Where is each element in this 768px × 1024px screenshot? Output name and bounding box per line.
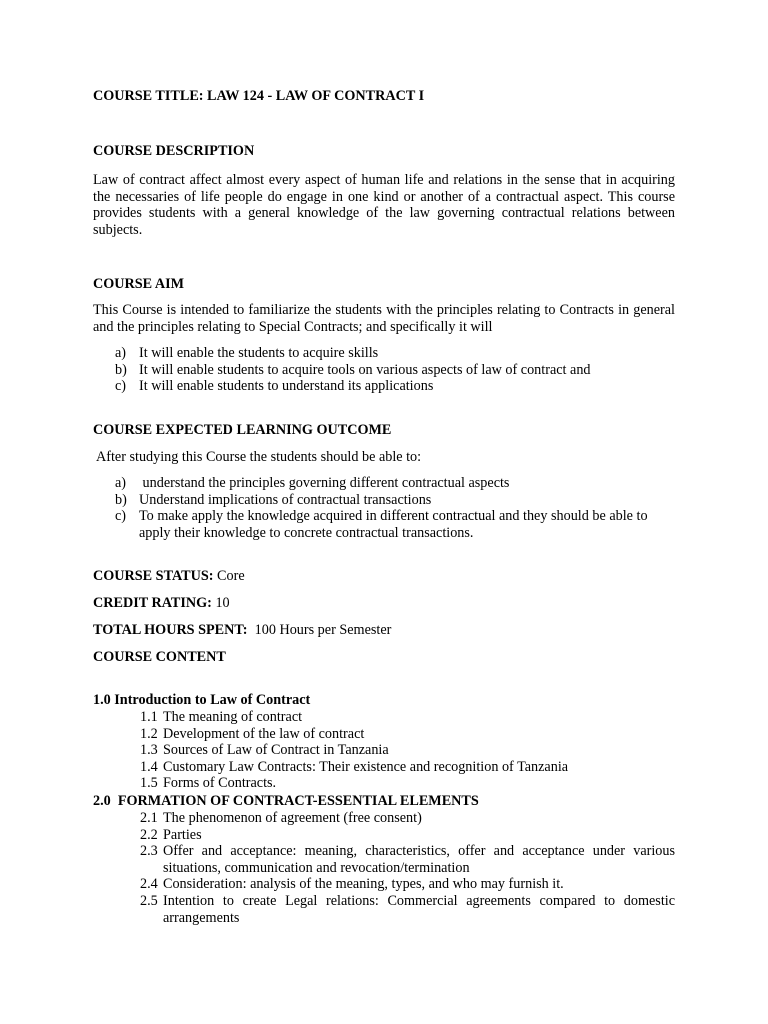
list-item: 2.2 Parties: [140, 826, 202, 843]
list-item: 1.3 Sources of Law of Contract in Tanzania: [140, 742, 389, 759]
section-title: 2.0 FORMATION OF CONTRACT-ESSENTIAL ELEMENTS: [93, 793, 479, 809]
description-heading: COURSE DESCRIPTION: [93, 143, 255, 159]
course-title: COURSE TITLE: LAW 124 - LAW OF CONTRACT I: [93, 88, 425, 104]
outcome-intro: After studying this Course the students should be able to:: [96, 449, 422, 465]
outcome-heading: COURSE EXPECTED LEARNING OUTCOME: [93, 422, 392, 438]
section-title: 1.0 Introduction to Law of Contract: [93, 692, 311, 708]
list-item: a) It will enable the students to acquire skills: [115, 345, 379, 361]
list-item: b) Understand implications of contractual transactions: [115, 491, 432, 508]
list-item: b) It will enable students to acquire tools on various aspects of law of contract and: [115, 361, 591, 378]
description-text: Law of contract affect almost every aspect of human life and relations in the sense that in acquiring the necessaries of life people do engage in one kind or another of a contractual aspect. This course provides students with a general knowledge of the law governing contractual relations between subjects.: [93, 172, 675, 238]
list-item: 1.1 The meaning of contract: [140, 709, 303, 725]
list-item: 1.5 Forms of Contracts.: [140, 775, 277, 792]
content-heading: COURSE CONTENT: [93, 649, 226, 665]
list-item: 2.1 The phenomenon of agreement (free consent): [140, 810, 422, 826]
aim-list: [93, 345, 675, 395]
list-item: 2.3 Offer and acceptance: meaning, characteristics, offer and acceptance under various situations, communication and revocation/termination: [140, 843, 675, 876]
list-item: 1.2 Development of the law of contract: [140, 725, 365, 742]
section-2-list: [93, 810, 675, 926]
outcome-list: [93, 475, 675, 541]
course-status: COURSE STATUS: Core: [93, 568, 245, 584]
credit-rating: CREDIT RATING: 10: [93, 595, 230, 611]
list-item: a) understand the principles governing different contractual aspects: [115, 475, 510, 491]
total-hours: TOTAL HOURS SPENT: 100 Hours per Semester: [93, 622, 392, 638]
aim-text: This Course is intended to familiarize the students with the principles relating to Contracts in general and the principles relating to Special Contracts; and specifically it will: [93, 302, 675, 335]
list-item: 1.4 Customary Law Contracts: Their existence and recognition of Tanzania: [140, 758, 569, 775]
list-item: 2.4 Consideration: analysis of the meaning, types, and who may furnish it.: [140, 876, 564, 893]
list-item: c) It will enable students to understand its applications: [115, 378, 434, 395]
aim-heading: COURSE AIM: [93, 276, 185, 292]
list-item: 2.5 Intention to create Legal relations: Commercial agreements compared to domestic arrangements: [140, 892, 675, 926]
section-1-list: [93, 709, 675, 792]
list-item: c) To make apply the knowledge acquired in different contractual and they should be able to apply their knowledge to concrete contractual transactions.: [115, 508, 648, 541]
